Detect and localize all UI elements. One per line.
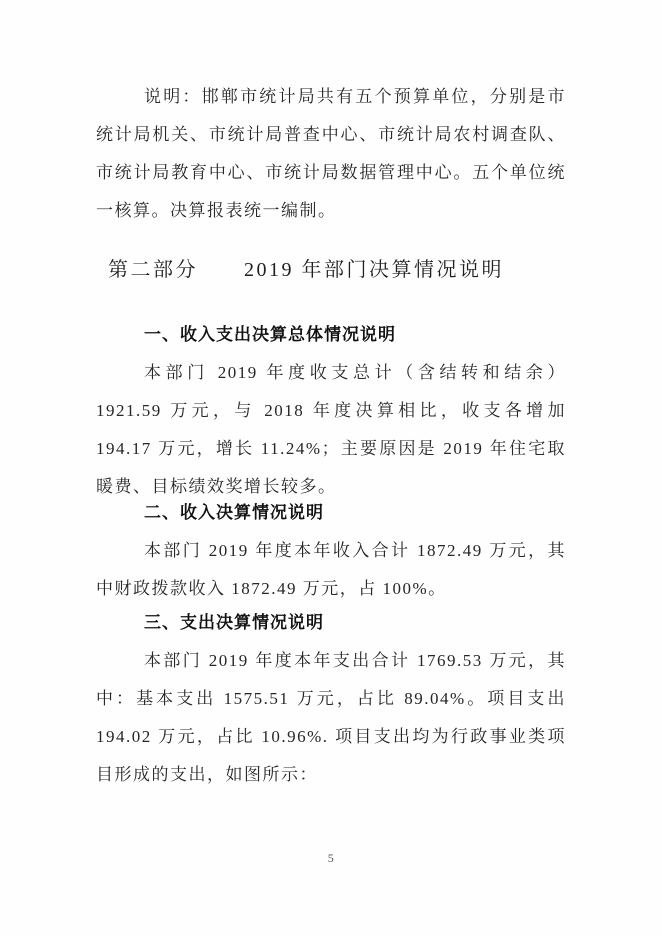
section-expense-statement (96, 604, 566, 794)
part-title-text: 2019 年部门决算情况说明 (244, 259, 504, 281)
part-title (96, 250, 578, 290)
section-income-statement (96, 494, 566, 608)
page-number: 5 (327, 851, 335, 865)
section-2-body: 本部门 2019 年度本年收入合计 1872.49 万元，其中财政拨款收入 1872.49 万元，占 100%。 (96, 541, 566, 598)
intro-paragraph: 说明：邯郸市统计局共有五个预算单位，分别是市统计局机关、市统计局普查中心、市统计局农村调查队、市统计局教育中心、市统计局数据管理中心。五个单位统一核算。决算报表统一编制。 (96, 87, 566, 220)
part-title-label: 第二部分 (108, 259, 198, 281)
section-1-body: 本部门 2019 年度收支总计（含结转和结余）1921.59 万元，与 2018 年度决算相比，收支各增加 194.17 万元，增长 11.24%；主要原因是 2019 年住宅取暖费、目标绩效奖增长较多。 (96, 363, 566, 496)
section-3-body: 本部门 2019 年度本年支出合计 1769.53 万元，其中：基本支出 1575.51 万元，占比 89.04%。项目支出 194.02 万元，占比 10.96%. 项目支出均为行政事业类项目形成的支出，如图所示： (96, 651, 566, 784)
section-2-heading: 二、收入决算情况说明 (144, 503, 324, 522)
section-1-heading: 一、收入支出决算总体情况说明 (144, 325, 396, 344)
section-income-expense-overview (96, 316, 566, 506)
section-3-heading: 三、支出决算情况说明 (144, 613, 324, 632)
